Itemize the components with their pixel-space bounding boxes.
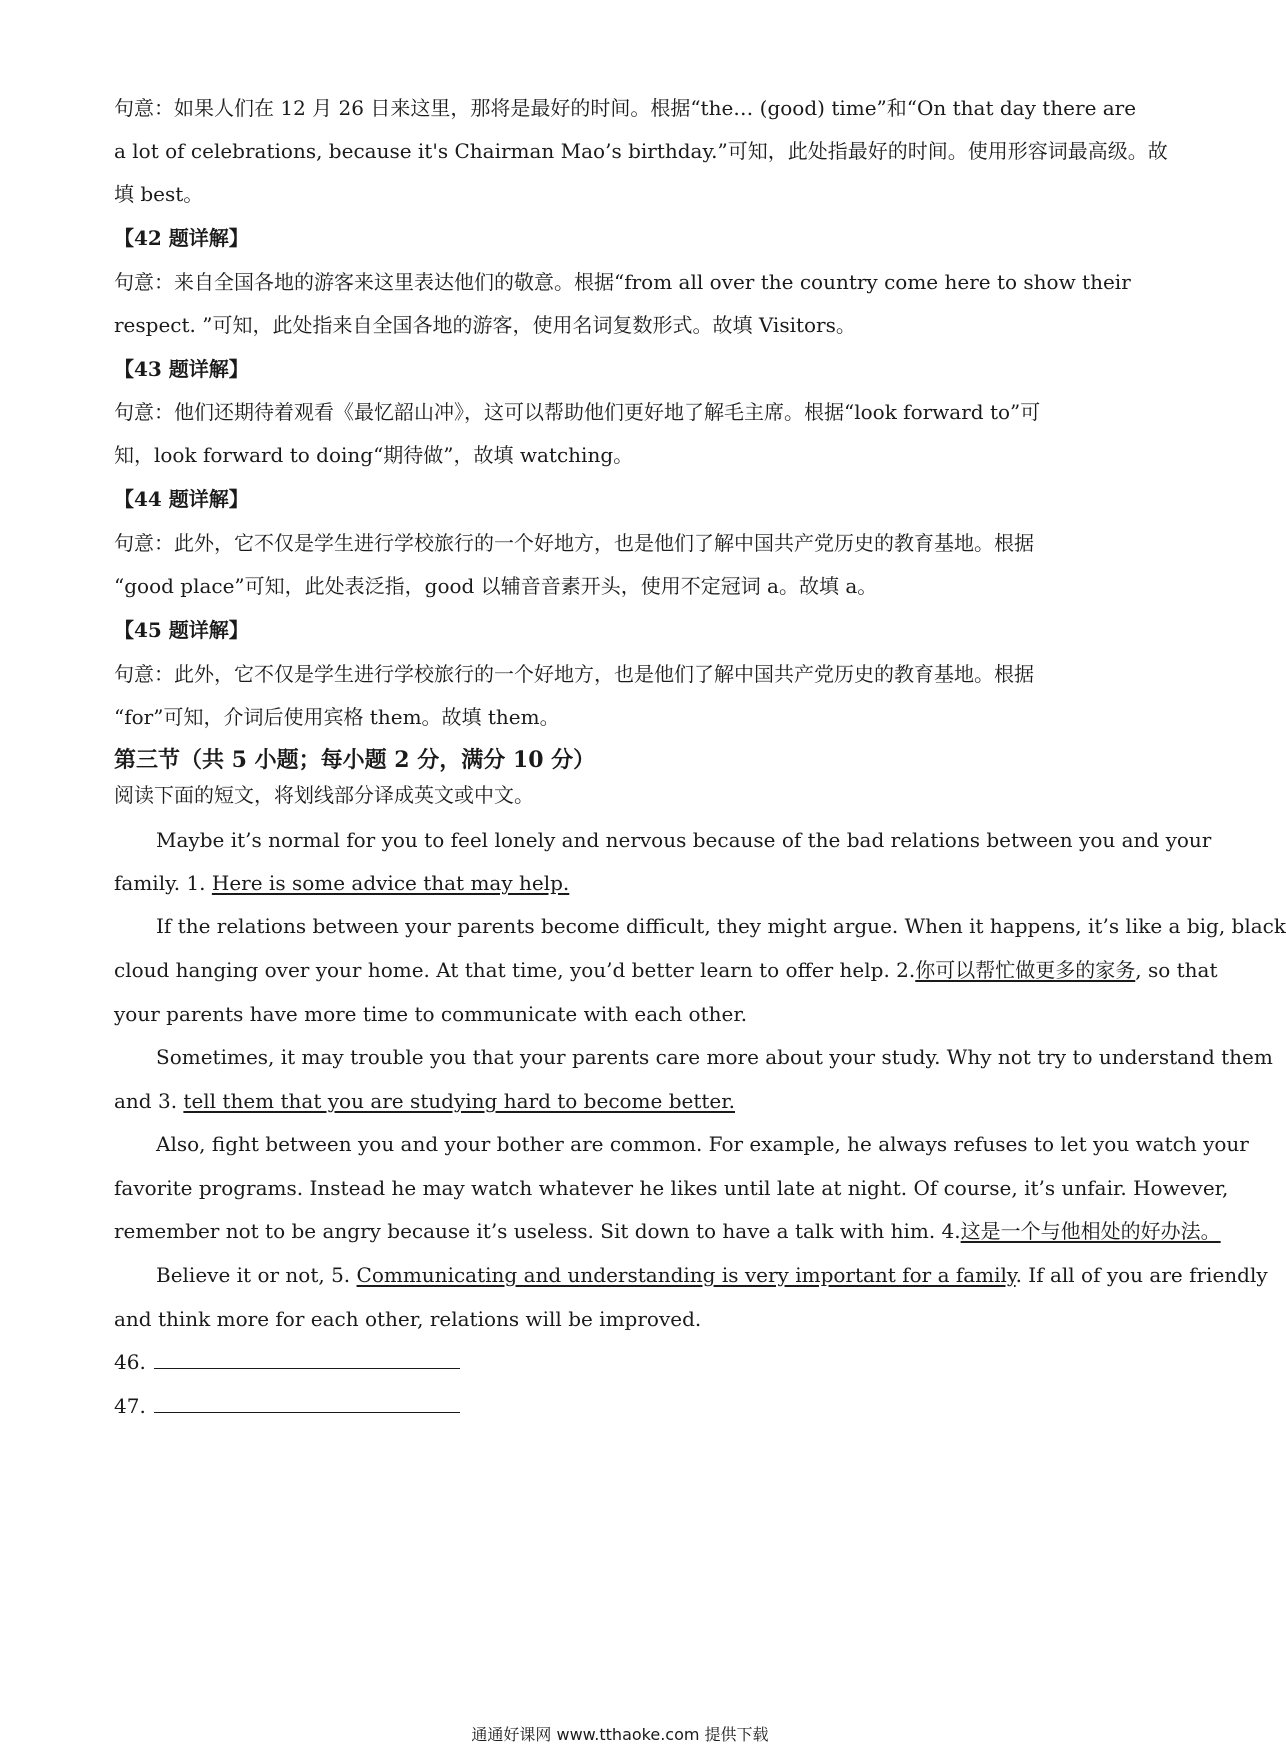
explanation-line: 知，look forward to doing“期待做”，故填 watching。 [114, 443, 634, 467]
answer-number: 47. [114, 1394, 146, 1418]
explanation-line: 句意：此外，它不仅是学生进行学校旅行的一个好地方，也是他们了解中国共产党历史的教育基地。根据 [114, 662, 1034, 686]
passage-line: favorite programs. Instead he may watch whatever he likes until late at night. Of course, it’s unfair. However, [114, 1176, 1229, 1200]
answer-blank[interactable] [154, 1392, 460, 1413]
page-footer: 通通好课网 www.tthaoke.com 提供下载 [471, 1725, 769, 1744]
explanation-line: respect. ”可知，此处指来自全国各地的游客，使用名词复数形式。故填 Visitors。 [114, 313, 856, 337]
answer-blank[interactable] [154, 1348, 460, 1369]
answer-number: 46. [114, 1350, 146, 1374]
explanation-line: “good place”可知，此处表泛指，good 以辅音音素开头，使用不定冠词 a。故填 a。 [114, 574, 878, 598]
underlined-sentence-3: tell them that you are studying hard to become better. [183, 1089, 735, 1113]
passage-line: your parents have more time to communicate with each other. [114, 1002, 748, 1026]
passage-line [114, 869, 569, 897]
explanation-line: 填 best。 [114, 182, 204, 206]
answer-line-47 [114, 1392, 460, 1420]
question-heading-43: 【43 题详解】 [114, 357, 249, 381]
section-instruction: 阅读下面的短文，将划线部分译成英文或中文。 [114, 783, 534, 807]
underlined-sentence-4: 这是一个与他相处的好办法。 [960, 1219, 1221, 1243]
explanation-line: 句意：他们还期待着观看《最忆韶山冲》，这可以帮助他们更好地了解毛主席。根据“look forward to”可 [114, 400, 1041, 424]
passage-line [114, 1087, 735, 1115]
question-heading-44: 【44 题详解】 [114, 487, 249, 511]
passage-line: and think more for each other, relations will be improved. [114, 1307, 702, 1331]
explanation-line: a lot of celebrations, because it's Chairman Mao’s birthday.”可知，此处指最好的时间。使用形容词最高级。故 [114, 139, 1168, 163]
explanation-line: 句意：如果人们在 12 月 26 日来这里，那将是最好的时间。根据“the… (good) time”和“On that day there are [114, 96, 1137, 120]
explanation-line: 句意：此外，它不仅是学生进行学校旅行的一个好地方，也是他们了解中国共产党历史的教育基地。根据 [114, 531, 1034, 555]
passage-line [156, 1261, 1268, 1289]
underlined-sentence-5: Communicating and understanding is very important for a family [356, 1263, 1016, 1287]
question-heading-42: 【42 题详解】 [114, 226, 249, 250]
section-title: 第三节（共 5 小题；每小题 2 分，满分 10 分） [114, 747, 596, 773]
answer-line-46 [114, 1348, 460, 1376]
explanation-line: 句意：来自全国各地的游客来这里表达他们的敬意。根据“from all over the country come here to show their [114, 270, 1131, 294]
passage-line [114, 1217, 1221, 1245]
passage-line: If the relations between your parents become difficult, they might argue. When it happens, it’s like a big, black [156, 914, 1286, 938]
question-heading-45: 【45 题详解】 [114, 618, 249, 642]
passage-text: . If all of you are friendly [1015, 1263, 1268, 1287]
underlined-sentence-2: 你可以帮忙做更多的家务 [915, 958, 1136, 982]
passage-text: Believe it or not, 5. [156, 1263, 357, 1287]
passage-line: Maybe it’s normal for you to feel lonely and nervous because of the bad relations between you and your [156, 828, 1212, 852]
underlined-sentence-1: Here is some advice that may help. [211, 871, 570, 895]
passage-line: Also, fight between you and your bother are common. For example, he always refuses to let you watch your [156, 1132, 1249, 1156]
passage-line: Sometimes, it may trouble you that your parents care more about your study. Why not try to understand them [156, 1045, 1273, 1069]
passage-line [114, 956, 1218, 984]
passage-text: and 3. [114, 1089, 184, 1113]
passage-text: remember not to be angry because it’s useless. Sit down to have a talk with him. 4. [114, 1219, 961, 1243]
explanation-line: “for”可知，介词后使用宾格 them。故填 them。 [114, 705, 560, 729]
passage-text: family. 1. [114, 871, 212, 895]
passage-text: , so that [1135, 958, 1218, 982]
passage-text: cloud hanging over your home. At that time, you’d better learn to offer help. 2. [114, 958, 916, 982]
